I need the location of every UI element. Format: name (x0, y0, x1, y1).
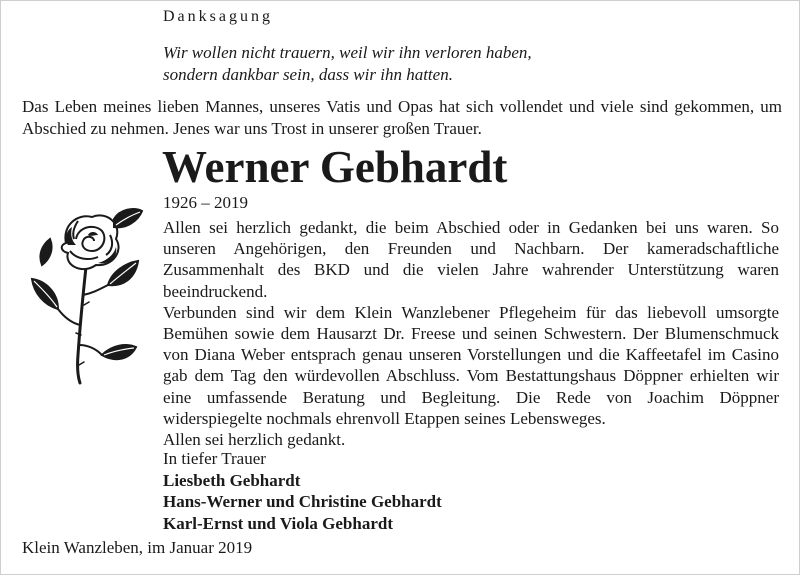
motto-line: sondern dankbar sein, dass wir ihn hatten. (163, 65, 453, 84)
rose-icon (28, 205, 146, 385)
place-date: Klein Wanzleben, im Januar 2019 (22, 538, 253, 557)
intro-text: Das Leben meines lieben Mannes, unseres Vatis und Opas hat sich vollendet und viele sind gekommen, um Abschied zu nehmen. Jenes war uns Trost in unserer großen Trauer. (22, 97, 782, 138)
mourner-name: Karl-Ernst und Viola Gebhardt (163, 513, 394, 533)
motto-line: Wir wollen nicht trauern, weil wir ihn verloren haben, (163, 43, 532, 62)
notice-heading: Danksagung (163, 8, 273, 25)
mourners-block (163, 448, 442, 534)
thanks-paragraph: Allen sei herzlich gedankt, die beim Abschied oder in Gedanken bei uns waren. So unseren Angehörigen, den Freunden und Nachbarn. Der kameradschaftliche Zusammenhalt des BKD und die vielen Jahre wahrender Unterstützung waren beeindruckend. (163, 218, 779, 301)
life-dates: 1926 – 2019 (163, 193, 248, 212)
thanks-paragraph: Verbunden sind wir dem Klein Wanzlebener Pflegeheim für das liebevoll umsorgte Bemühen sowie dem Hausarzt Dr. Freese und seinen Schwestern. Der Blumenschmuck von Diana Weber entsprach genau unseren Vorstellungen und die Kaffeetafel im Casino gab dem Tag den würdevollen Abschluss. Vom Bestattungshaus Döppner erhielten wir eine umfassende Beratung und Begleitung. Die Rede von Joachim Döppner widerspiegelte nochmals ehrenvoll Etappen seines Lebensweges. (163, 302, 779, 428)
mourner-name: Hans-Werner und Christine Gebhardt (163, 492, 442, 511)
mourning-label: In tiefer Trauer (163, 449, 266, 468)
thanks-text (163, 217, 779, 450)
deceased-name: Werner Gebhardt (162, 142, 508, 192)
mourner-name: Liesbeth Gebhardt (163, 470, 301, 490)
motto-quote (163, 42, 532, 86)
thanks-paragraph: Allen sei herzlich gedankt. (163, 430, 346, 450)
